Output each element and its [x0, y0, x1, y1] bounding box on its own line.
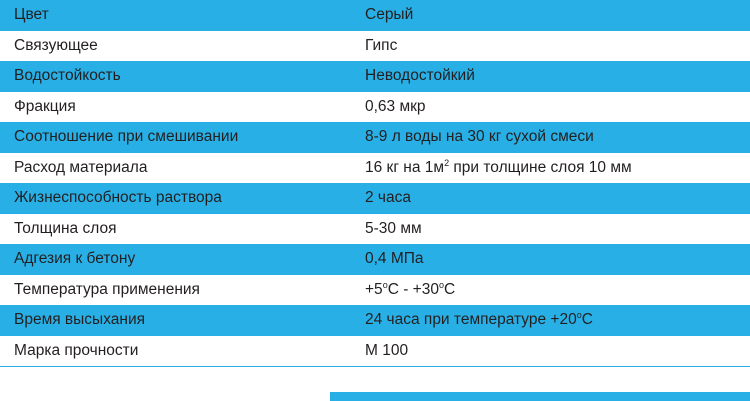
table-cell-value: 2 часа	[353, 183, 750, 214]
table-cell-parameter: Температура применения	[0, 275, 353, 306]
table-cell-value: Серый	[353, 0, 750, 31]
table-cell-parameter: Цвет	[0, 0, 353, 31]
table-row	[0, 153, 750, 184]
table-row	[0, 122, 750, 153]
table-cell-value: 5-30 мм	[353, 214, 750, 245]
table-cell-value: 0,63 мкр	[353, 92, 750, 123]
table-cell-value: 0,4 МПа	[353, 244, 750, 275]
table-row	[0, 275, 750, 306]
bottom-bar-gap	[0, 392, 330, 401]
table-row	[0, 305, 750, 336]
table-row	[0, 336, 750, 367]
table-cell-parameter: Фракция	[0, 92, 353, 123]
table-cell-parameter: Расход материала	[0, 153, 353, 184]
table-row	[0, 92, 750, 123]
table-cell-value: Неводостойкий	[353, 61, 750, 92]
table-cell-parameter: Марка прочности	[0, 336, 353, 367]
table-row	[0, 31, 750, 62]
table-row	[0, 0, 750, 31]
table-cell-value: 16 кг на $1м^2$ при толщине слоя 10 мм	[353, 153, 750, 184]
table-row	[0, 214, 750, 245]
table-cell-value: М 100	[353, 336, 750, 367]
table-cell-parameter: Связующее	[0, 31, 353, 62]
table-cell-parameter: Время высыхания	[0, 305, 353, 336]
table-cell-parameter: Толщина слоя	[0, 214, 353, 245]
table-cell-parameter: Адгезия к бетону	[0, 244, 353, 275]
table-row	[0, 244, 750, 275]
table-cell-value: 24 часа при температуре $+20^oC$	[353, 305, 750, 336]
table-cell-value: 8-9 л воды на 30 кг сухой смеси	[353, 122, 750, 153]
table-cell-value: Гипс	[353, 31, 750, 62]
table-cell-parameter: Соотношение при смешивании	[0, 122, 353, 153]
table-cell-parameter: Жизнеспособность раствора	[0, 183, 353, 214]
table-row	[0, 61, 750, 92]
table-cell-parameter: Водостойкость	[0, 61, 353, 92]
table-row	[0, 183, 750, 214]
table-cell-value: $+5^oC - +30^oC$	[353, 275, 750, 306]
